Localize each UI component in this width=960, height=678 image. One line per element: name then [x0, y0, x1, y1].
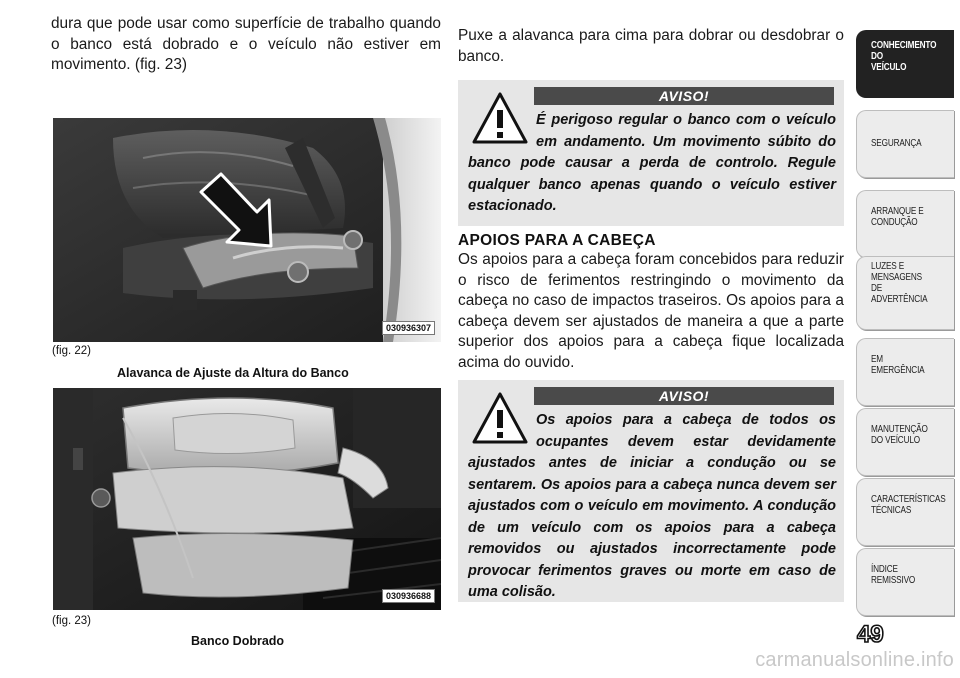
figure-23-number: (fig. 23) — [52, 615, 91, 627]
page-number: 49 — [857, 621, 884, 648]
tab-arranque-e-conducao[interactable]: ARRANQUE E CONDUÇÃO — [856, 190, 954, 258]
warning-box-head-restraints — [458, 380, 844, 602]
tab-luzes-e-mensagens[interactable]: LUZES E MENSAGENS DE ADVERTÊNCIA — [856, 256, 954, 330]
tab-em-emergencia[interactable]: EM EMERGÊNCIA — [856, 338, 954, 406]
seat-lever-illustration — [53, 118, 441, 342]
tab-manutencao-do-veiculo[interactable]: MANUTENÇÃO DO VEÍCULO — [856, 408, 954, 476]
warning-text: É perigoso regular o banco com o veículo em andamento. Um movimento súbito do banco pode causar a perda de controlo. Regule qualquer banco apenas quando o veículo estiver estacionado. — [468, 112, 836, 214]
tab-indice-remissivo[interactable]: ÍNDICE REMISSIVO — [856, 548, 954, 616]
folded-seat-illustration — [53, 388, 441, 610]
warning-header: AVISO! — [534, 87, 834, 105]
figure-23-code: 030936688 — [382, 589, 435, 603]
section-title-head-restraints: APOIOS PARA A CABEÇA — [458, 232, 656, 249]
tab-seguranca[interactable]: SEGURANÇA — [856, 110, 954, 178]
tab-caracteristicas-tecnicas[interactable]: CARACTERÍSTICAS TÉCNICAS — [856, 478, 954, 546]
warning-text: Os apoios para a cabeça de todos os ocupantes devem estar devidamente ajustados antes de iniciar a condução ou se sentarem. Os apoios para a cabeça nunca devem ser ajustados com o veículo em movimento. A condução de um veículo com os apoios para a cabeça removidos ou ajustados incorrectamente pode provocar ferimentos graves ou morte em caso de uma colisão. — [468, 412, 836, 600]
watermark-text: carmanualsonline.info — [755, 649, 954, 671]
head-restraints-paragraph: Os apoios para a cabeça foram concebidos para reduzir o risco de ferimentos restringindo o movimento da cabeça no caso de impactos traseiros. Os apoios para a cabeça devem ser ajustados de maneira a que a parte superior dos apoios para a cabeça fique localizada acima do ouvido. — [458, 251, 844, 371]
figure-seat-lever-photo — [53, 118, 441, 342]
left-intro-paragraph: dura que pode usar como superfície de trabalho quando o banco está dobrado e o veículo não estiver em movimento. (fig. 23) — [51, 15, 441, 73]
warning-box-seat-adjust — [458, 80, 844, 226]
warning-header: AVISO! — [534, 387, 834, 405]
figure-22-caption: Alavanca de Ajuste da Altura do Banco — [117, 366, 349, 380]
tab-conhecimento-do-veiculo[interactable]: CONHECIMENTO DO VEÍCULO — [856, 30, 954, 98]
figure-22-code: 030936307 — [382, 321, 435, 335]
figure-22-number: (fig. 22) — [52, 345, 91, 357]
figure-folded-seat-photo — [53, 388, 441, 610]
figure-23-caption: Banco Dobrado — [191, 634, 285, 648]
right-intro-paragraph: Puxe a alavanca para cima para dobrar ou desdobrar o banco. — [458, 27, 844, 65]
